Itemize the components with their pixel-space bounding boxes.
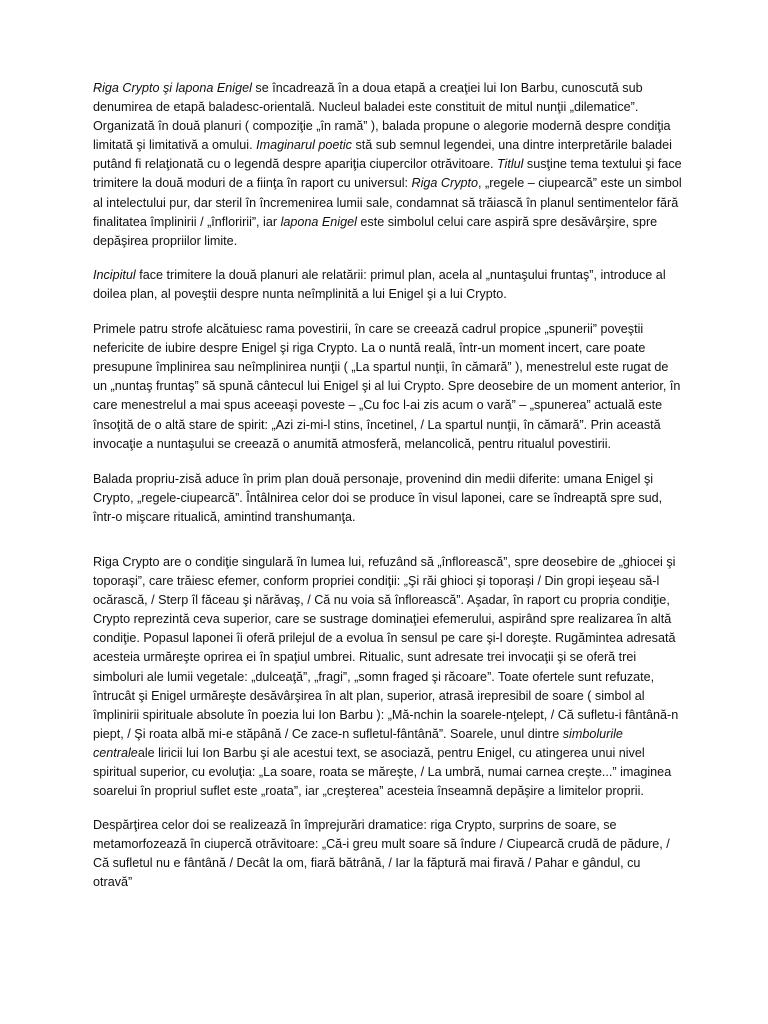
- text-run: ale liricii lui Ion Barbu şi ale acestui text, se asociază, pentru Enigel, cu atingerea unui nivel spiritual superior, cu evoluţia: „La soare, roata se măreşte, / La umbră, numai carnea creşte...” imaginea soarelui în propriul suflet este „roata”, iar „creşterea” acesteia înseamnă depăşire a limitelor proprii.: [93, 745, 672, 799]
- text-run: se încadrează în a doua etapă a creaţiei lui Ion Barbu, cunoscută sub denumirea de etapă baladesc-orientală. Nucleul baladei este constituit de mitul nunţii „dilematice”. Organizată în două planuri ( compoziţie „în ramă” ), balada propune o alegorie modernă despre condiţia limitată şi limitativă a omului.: [93, 81, 671, 153]
- italic-run: simbolurile centrale: [93, 726, 623, 760]
- text-run: face trimitere la două planuri ale relatării: primul plan, acela al „nuntaşului fruntaş”, introduce al doilea plan, al poveştii despre nunta neîmplinită a lui Enigel şi a lui Crypto.: [93, 267, 666, 301]
- italic-run: Incipitul: [93, 267, 136, 282]
- text-run: stă sub semnul legendei, una dintre interpretările baladei putând fi relaţionată cu o legendă despre apariţia ciupercilor otrăvitoare.: [93, 138, 672, 172]
- paragraph-ballad: [93, 470, 682, 527]
- text-run: susţine tema textului şi face trimitere la două moduri de a fiinţa în raport cu universul:: [93, 157, 682, 191]
- paragraph-riga-crypto: [93, 553, 682, 801]
- text-run: , „regele – ciupearcă” este un simbol al intelectului pur, dar steril în încremenirea lumii sale, condamnat să trăiască în planul sentimentelor fără finalitatea împlinirii / „înfloririi”, iar: [93, 176, 682, 229]
- italic-run: Riga Crypto şi lapona Enigel: [93, 81, 252, 95]
- italic-run: lapona Enigel: [280, 214, 357, 229]
- paragraph-separation: [93, 816, 682, 892]
- text-run: Balada propriu-zisă aduce în prim plan două personaje, provenind din medii diferite: umana Enigel şi Crypto, „regele-ciupearcă”. Întâlnirea celor doi se produce în visul laponei, care se îndreaptă spre sud, într-o mişcare ritualică, amintind transhumanţa.: [93, 471, 663, 524]
- text-run: Despărţirea celor doi se realizează în împrejurări dramatice: riga Crypto, surprins de soare, se metamorfozează în ciupercă otrăvitoare: „Că-i greu mult soare să îndure / Ciupearcă crudă de pădure, / Că sufletul nu e fântână / Decât la om, fiară bătrână, / Iar la făptură mai firavă / Pahar e gândul, cu otravă”: [93, 818, 670, 890]
- italic-run: Titlul: [496, 157, 524, 172]
- text-run: Primele patru strofe alcătuiesc rama povestirii, în care se creează cadrul propice „spunerii” poveştii nefericite de iubire despre Enigel şi riga Crypto. La o nuntă reală, într-un moment incert, care poate presupune împlinirea sau neîmplinirea nunţii ( „La spartul nunţii, în cămară” ), menestrelul este rugat de un „nuntaş fruntaş” să spună cântecul lui Enigel şi al lui Crypto. Spre deosebire de un moment anterior, în care menestrelul a mai spus aceeaşi poveste – „Cu foc l-ai zis acum o vară” – „spunerea” actuală este însoţită de o altă stare de spirit: „Azi zi-mi-l stins, încetinel, / La spartul nunţii, în cămară”. Prin această invocaţie a nuntaşului se creează o anumită atmosferă, melancolică, pentru ritualul povestirii.: [93, 322, 681, 451]
- text-run: Riga Crypto are o condiţie singulară în lumea lui, refuzând să „înflorească”, spre deosebire de „ghiocei şi toporaşi”, care trăiesc efemer, conform propriei condiţii: „Şi răi ghioci şi toporaşi / Din gropi ieşeau să-l ocărască, / Sterp îl făceau şi nărăvaş, / Că nu voia să înflorească”. Aşadar, în raport cu propria condiţie, Crypto reprezintă ceva superior, care se sustrage dominaţiei efemerului, aspirând spre realizarea în altă condiţie. Popasul laponei îi oferă prilejul de a evolua în sensul pe care şi-l doreşte. Rugămintea adresată acesteia urmăreşte oprirea ei în spaţiul umbrei. Ritualic, sunt adresate trei invocaţii şi se oferă trei simboluri ale lumii vegetale: „dulceaţă”, „fragi”, „somn fraged şi răcoare”. Toate ofertele sunt refuzate, întrucât şi Enigel urmăreşte desăvârşirea în alt plan, superior, atrasă irepresibil de soare ( simbol al împlinirii spirituale absolute în poezia lui Ion Barbu ): „Mă-nchin la soarele-nţelept, / Că sufletu-i fântână-n piept, / Şi roata albă mi-e stăpână / Ce zace-n sufletul-fântână”. Soarele, unul dintre: [93, 554, 679, 741]
- text-run: este simbolul celui care aspiră spre desăvârşire, spre depăşirea propriilor limite.: [93, 214, 658, 248]
- italic-run: Imaginarul poetic: [256, 138, 352, 153]
- paragraph-intro: [93, 79, 682, 251]
- italic-run: Riga Crypto: [411, 176, 478, 191]
- paragraph-incipit: [93, 266, 682, 304]
- paragraph-frame: [93, 320, 682, 454]
